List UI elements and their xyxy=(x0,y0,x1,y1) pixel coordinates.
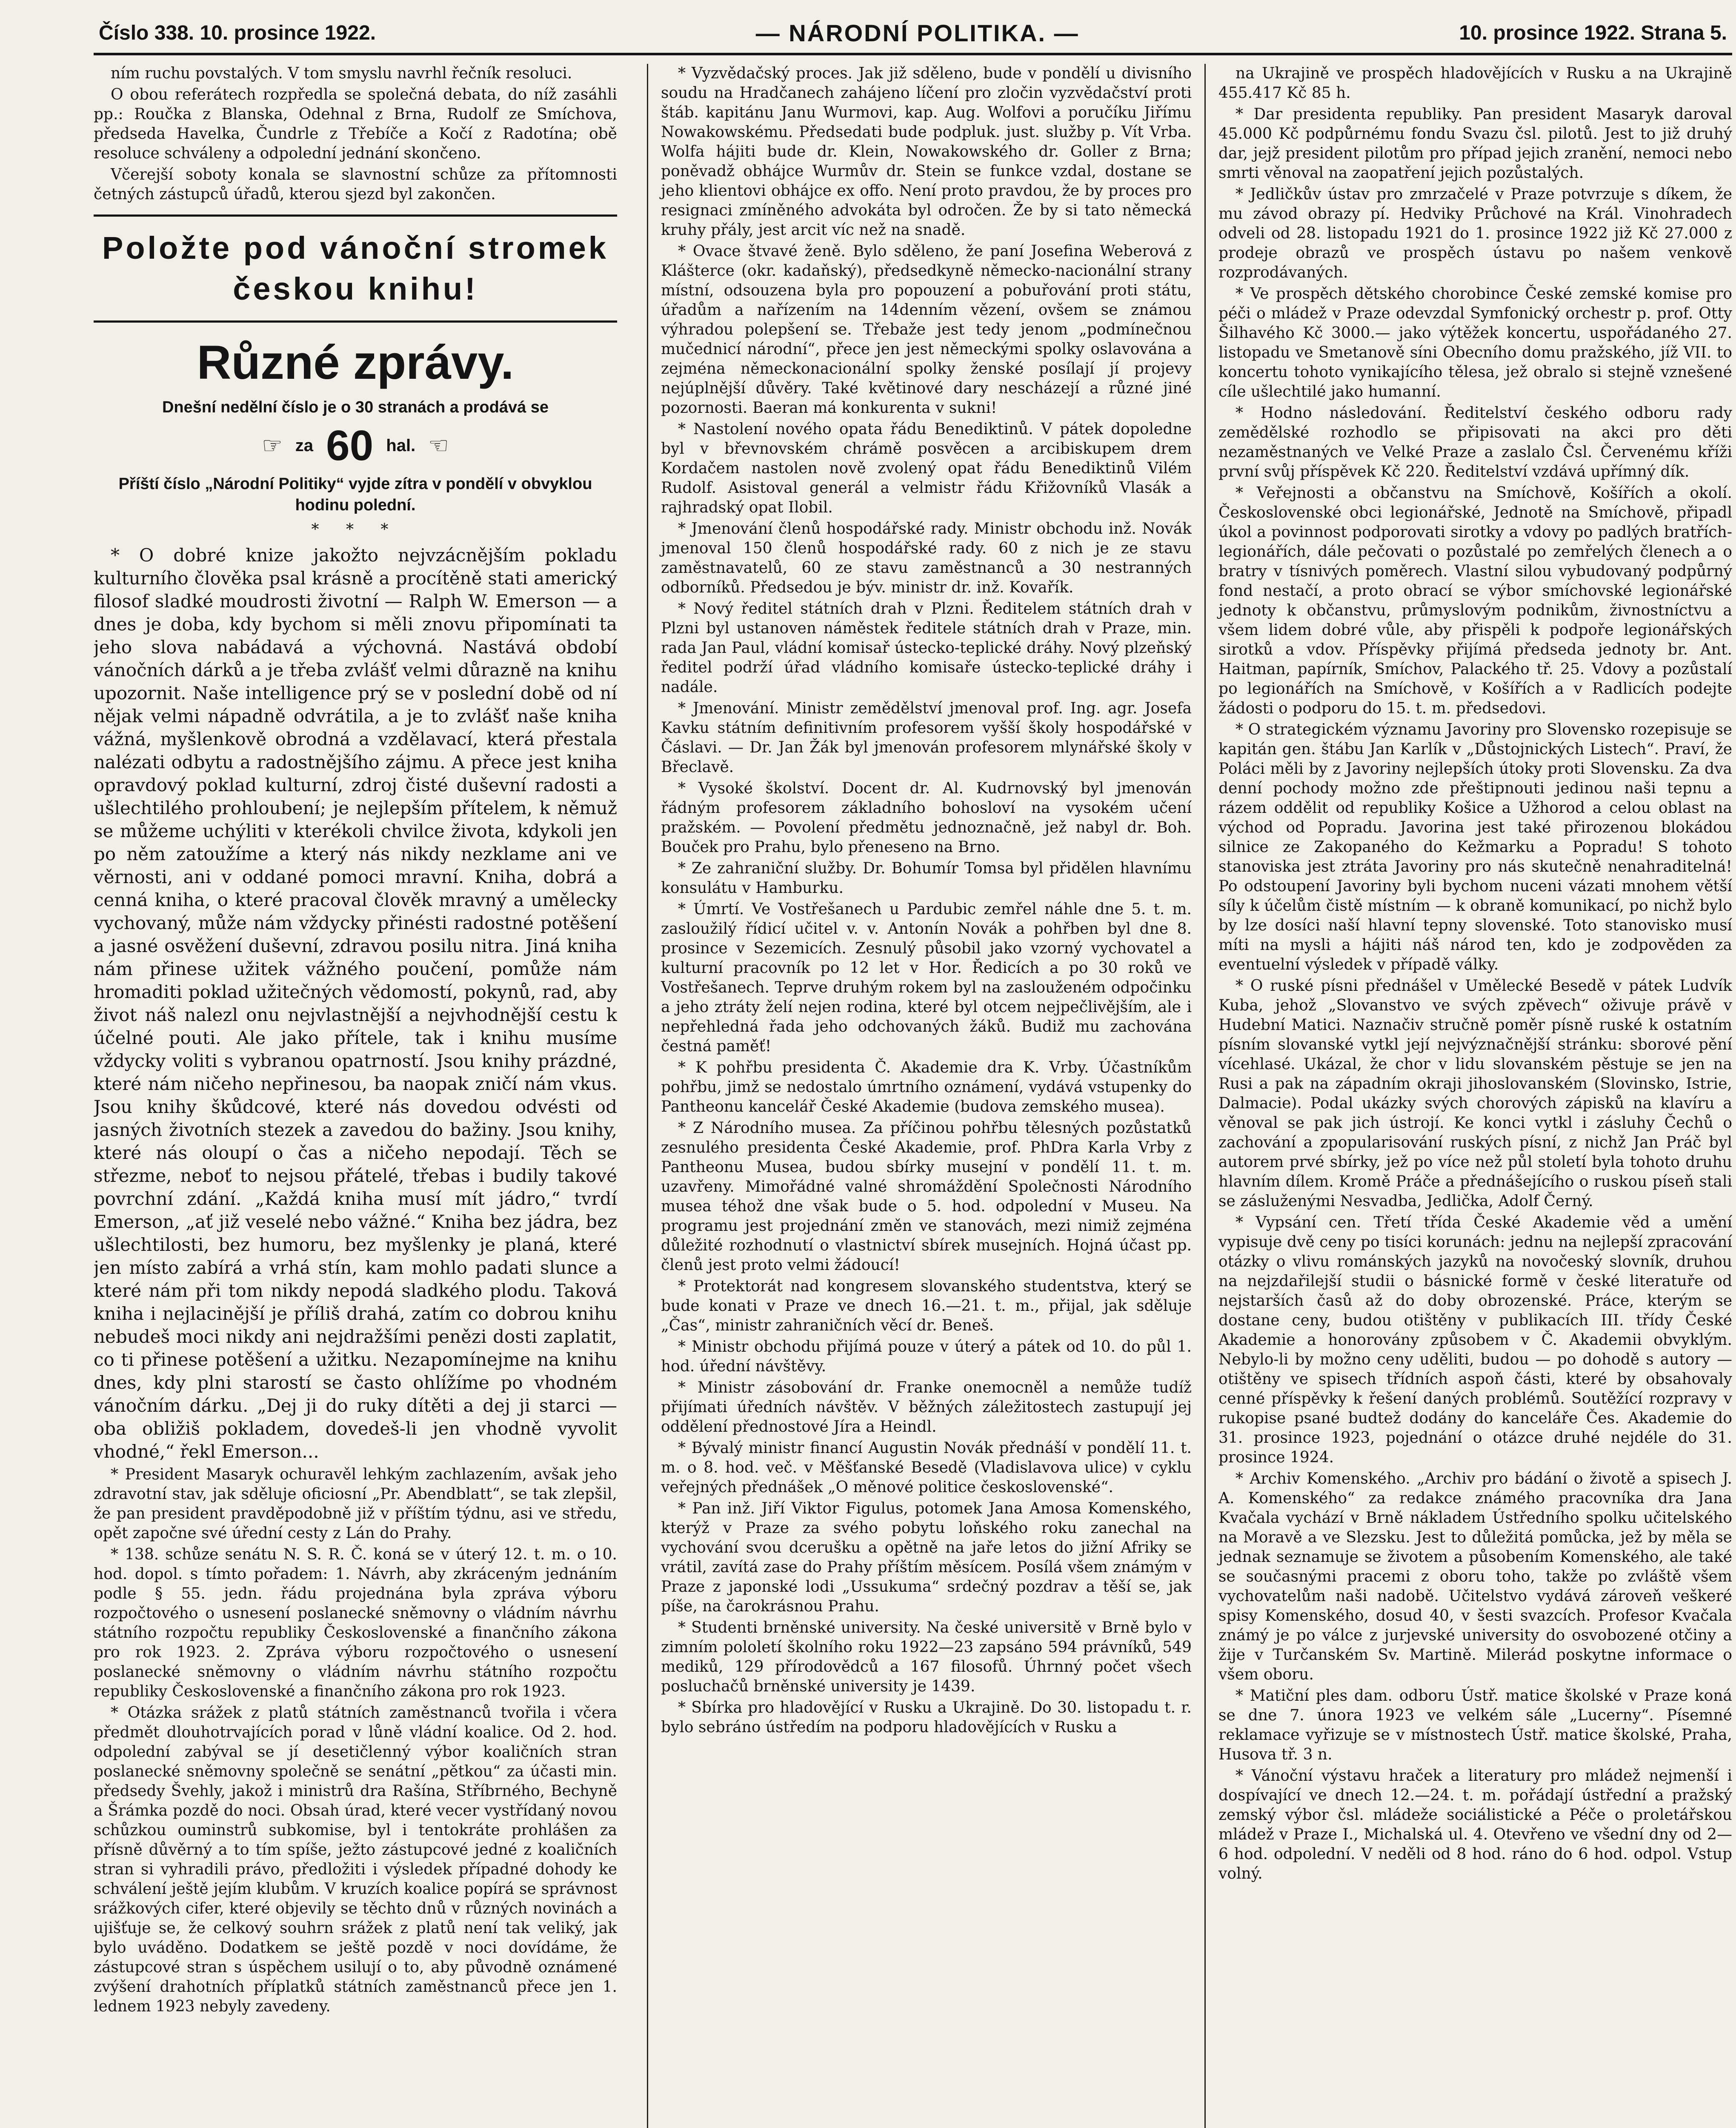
price-number: 60 xyxy=(326,422,374,469)
article: * O strategickém významu Javoriny pro Slovensko rozepisuje se kapitán gen. štábu Jan Karlík v „Důstojnických Listech“. Praví, že Poláci měli by z Javoriny nejlepších útoky proti Slovensku. Za dva denní pochody možno zde přeštipnouti jedinou naši tepnu a rázem oddělit od republiky Košice a Užhorod a celou oblast na východ od Popradu. Javorina jest také přirozenou blokádou silnice ze Zakopaného do Kežmarku a Popradu! S tohoto stanoviska jest ztráta Javoriny pro nás skutečně nenahraditelná! Po odstoupení Javoriny byli bychom nuceni vázati mnohem větší síly k účelům čistě místním — k obraně komunikací, po nichž bylo by lze dosíci naší hlavní tepny slovenské. Toto stanovisko musí míti na mysli a hájiti náš národ ten, kdo je zodpověden za eventuelní výsledek v případě války. xyxy=(1218,721,1732,973)
masthead xyxy=(94,13,1732,55)
article: * Matiční ples dam. odboru Ústř. matice školské v Praze koná se dne 7. února 1923 ve velkém sále „Lucerny“. Písemné reklamace vyřizuje se v místnostech Ústř. matice školské, Praha, Husova tř. 3 n. xyxy=(1218,1687,1732,1763)
article: * Ve prospěch dětského chorobince České zemské komise pro péči o mládež v Praze odevzdal Symfonický orchestr p. prof. Otty Šilhavého Kč 3000.— jako výtěžek koncertu, uspořádaného 27. listopadu ve Smetanově síni Obecního domu pražského, jíž VII. to koncertu tohoto vynikajícího tělesa, jež obralo si stejně vznešené cíle ušlechtilé jako humanní. xyxy=(1218,285,1732,400)
date-page: 10. prosince 1922. Strana 5. xyxy=(1459,21,1727,44)
article: * O ruské písni přednášel v Umělecké Besedě v pátek Ludvík Kuba, jehož „Slovanstvo ve svých zpěvech“ oživuje právě v Hudební Matici. Naznačiv stručně poměr písně ruské k ostatním písním slovanské vytkl její nejvýznačnější stránku: sborové pění vícehlasé. Ukázal, že chor v lidu slovanském pěstuje se jen na Rusi a pak na západním okraji jihoslovanském (Slovinsko, Istrie, Dalmacie). Podal ukázky svých chorových zápisků na klavíru a věnoval se pak jich ústrojí. Ke konci vytkl i zásluhy Čechů o zachování a zpopularisování ruských písní, z nichž Jan Práč byl autorem prvé sbírky, jež po více než půl století byla tohoto druhu hlavním dílem. Kromě Práče a přednášejícího o ruskou píseň stali se zásluženými Nesvadba, Jedlička, Adolf Černý. xyxy=(1218,977,1732,1210)
newspaper-title: — NÁRODNÍ POLITIKA. — xyxy=(755,19,1079,46)
article: * Vyzvědačský proces. Jak již sděleno, bude v pondělí u divisního soudu na Hradčanech zahájeno líčení pro zločin vyzvědačství proti štáb. kapitánu Janu Wurmovi, kap. Aug. Wolfovi a poručíku Jiřímu Nowakowskému. Předsedati bude podpluk. just. služby p. Vít Vrba. Wolfa hájiti bude dr. Klein, Nowakowského dr. Goller z Brna; poněvadž obhájce Wurmův dr. Stein se funkce vzdal, dostane se jeho klientovi obhájce ex offo. Není proto pravdou, že by proces pro resignaci zmíněného advokáta byl odročen. Že by si tato německá kruhy přály, jest arcit víc než na snadě. xyxy=(661,65,1192,239)
article: * Studenti brněnské university. Na české universitě v Brně bylo v zimním pololetí školního roku 1922—23 zapsáno 594 právníků, 549 mediků, 129 přírodovědců a 167 filosofů. Úhrnný počet všech posluchačů brněnské university je 1439. xyxy=(661,1619,1192,1695)
article: * Jmenování. Ministr zemědělství jmenoval prof. Ing. agr. Josefa Kavku státním definitivním profesorem vyšší školy hospodářské v Čáslavi. — Dr. Jan Žák byl jmenován profesorem mlynářské školy v Břeclavě. xyxy=(661,700,1192,776)
section-title: Různé zprávy. xyxy=(197,336,514,389)
article: * Otázka srážek z platů státních zaměstnanců tvořila i včera předmět dlouhotrvajících porad v lůně vládní koalice. Od 2. hod. odpolední zabýval se jí desetičlenný výbor koaličních stran poslanecké sněmovny společně se senátní „pětkou“ za účasti min. předsedy Švehly, jakož i ministrů dra Rašína, Stříbrného, Bechyně a Šrámka pozdě do noci. Obsah úrad, které vecer vystřídaný novou schůzkou ouminstrů subkomise, byl i tentokráte prohlášen za přísně důvěrný a to tím spíše, ježto zástupcové jedné z koaličních stran si vyhradili právo, předložiti i výsledek případné dohody ke schválení ještě jejím klubům. V kruzích koalice popírá se správnost srážkových cifer, které objevily se těchto dnů v různých novinách a ujišťuje se, že celkový souhrn srážek z platů není tak veliký, jak bylo uváděno. Dodatkem se ještě pozdě v noci dovídáme, že zástupcové stran s úspěchem usilují o to, aby původně oznámené zvýšení drahotních příplatků státních zaměstnanců přece jen 1. lednem 1923 nebyly zavedeny. xyxy=(94,1704,617,2015)
article: * Ministr zásobování dr. Franke onemocněl a nemůže tudíž přijímati úředních návštěv. V běžných záležitostech zastupují jej oddělení přednostové Jíra a Heindl. xyxy=(661,1379,1192,1436)
article: * Veřejnosti a občanstvu na Smíchově, Košířích a okolí. Československé obci legionářské, Jednotě na Smíchově, připadl úkol a povinnost podporovati sirotky a vdovy po padlých bratřích-legionářích, dále pečovati o pozůstalé po zemřelých členech a o bratry v tísnivých poměrech. Vlastní silou vybudovaný podpůrný fond nestačí, a proto obrací se výbor smíchovské legionářské jednoty k občanstvu, průmyslovým podnikům, živnostníctvu a všem lidem dobré vůle, aby přispěli k podpoře legionářských sirotků a vdov. Příspěvky přijímá předseda jednoty br. Ant. Haitman, papírník, Smíchov, Palackého tř. 25. Vdovy a pozůstalí po legionářích na Smíchově, v Košířích a v Radlicích podejte žádosti o podporu do 15. t. m. předsedovi. xyxy=(1218,484,1732,717)
article: * Sbírka pro hladovějící v Rusku a Ukrajině. Do 30. listopadu t. r. bylo sebráno ústředím na podporu hladovějících v Rusku a xyxy=(661,1699,1192,1736)
price-row xyxy=(94,422,617,469)
pointing-hand-right-icon: ☞ xyxy=(262,433,283,458)
column-1 xyxy=(94,64,617,2128)
article: * Ovace štvavé ženě. Bylo sděleno, že paní Josefina Weberová z Klášterce (okr. kadaňský), předsedkyně německo-nacionální strany místní, odsouzena byla pro popouzení a pobuřování proti státu, úřadům a nařízením na 14denním vězení, ovšem se známou výhradou polepšení se. Třebaže jest tedy jenom „podmínečnou mučednicí národní“, přece jen jest německými spolky oslavována a zejména německonacionální spolky ženské posílají jí projevy nejúplnější důvěry. Také květinové dary nescházejí a různé jiné pozornosti. Baeran má konkurenta v sukni! xyxy=(661,243,1192,417)
article: * Z Národního musea. Za příčinou pohřbu tělesných pozůstatků zesnulého presidenta České Akademie, prof. PhDra Karla Vrby z Pantheonu Musea, budou sbírky musejní v pondělí 11. t. m. uzavřeny. Mimořádné valné shromáždění Společnosti Národního musea téhož dne však bude o 5. hod. odpolední v Museu. Na programu jest projednání změn ve stanovách, mezi nimiž zejména důležité rozhodnutí o vlastnictví sbírek musejních. Hojná účast pp. členů jest proto velmi žádoucí! xyxy=(661,1119,1192,1274)
price-za: za xyxy=(295,436,314,455)
paragraph: O obou referátech rozpředla se společná debata, do níž zasáhli pp.: Roučka z Blanska, Odehnal z Brna, Rudolf ze Smíchova, předseda Havelka, Čundrle z Třebíče a Kočí z Radotína; obě resoluce schváleny a odpolední jednání skončeno. xyxy=(94,86,617,162)
pointing-hand-left-icon: ☜ xyxy=(428,433,449,458)
article: * 138. schůze senátu N. S. R. Č. koná se v úterý 12. t. m. o 10. hod. dopol. s tímto pořadem: 1. Návrh, aby zkráceným jednáním podle § 55. jedn. řádu projednána byla zpráva výboru rozpočtového o usnesení poslanecké sněmovny o vládním návrhu státního rozpočtu republiky Československé a finančního zákona pro rok 1923. 2. Zpráva výboru rozpočtového o usnesení poslanecké sněmovny o vládním návrhu státního rozpočtu republiky Československé a finančního zákona pro rok 1923. xyxy=(94,1546,617,1700)
article: * Ze zahraniční služby. Dr. Bohumír Tomsa byl přidělen hlavnímu konsulátu v Hamburku. xyxy=(661,860,1192,897)
article: * Úmrtí. Ve Vostřešanech u Pardubic zemřel náhle dne 5. t. m. zasloužilý řídicí učitel v. v. Antonín Novák a pohřben byl dne 8. prosince v Sezemicích. Zesnulý působil jako vzorný vychovatel a kulturní pracovník po 12 let v Hor. Ředicích a po 30 roků ve Vostřešanech. Teprve druhým rokem byl na zaslouženém odpočinku a jeho ztráty želí nejen rodina, které byl otcem nejpečlivějším, ale i nepřehledná řada jeho odchovaných žáků. Budiž mu zachována čestná paměť! xyxy=(661,901,1192,1055)
article: * Nový ředitel státních drah v Plzni. Ředitelem státních drah v Plzni byl ustanoven náměstek ředitele státních drah v Praze, min. rada Jan Paul, vládní komisař ústecko-teplické dráhy. Nový plzeňský ředitel podrží úřad vládního komisaře ústecko-teplické dráhy i nadále. xyxy=(661,600,1192,696)
article: * Archiv Komenského. „Archiv pro bádání o životě a spisech J. A. Komenského“ za redakce známého pracovníka dra Jana Kvačala vychází v Brně nákladem Ústředního spolku učitelského na Moravě a ve Slezsku. Jest to důležitá pomůcka, jež by měla se jednak seznamuje se životem a působením Komenského, ale také se současnými pracemi z oboru toho, takže po zvláště všem vychovatelům naši nadobě. Učitelstvo vydává zároveň veškeré spisy Komenského, dosud 40, v šesti svazcích. Profesor Kvačala známý je po válce z jurjevské university do osvobozené otčiny a žije v Turčanském Sv. Martině. Milerád poskytne informace o všem oboru. xyxy=(1218,1470,1732,1683)
price-unit: hal. xyxy=(386,436,416,455)
article: * Protektorát nad kongresem slovanského studentstva, který se bude konati v Praze ve dnech 16.—21. t. m., přijal, jak sděluje „Čas“, ministr zahraničních věcí dr. Beneš. xyxy=(661,1278,1192,1334)
article: na Ukrajině ve prospěch hladovějících v Rusku a na Ukrajině 455.417 Kč 85 h. xyxy=(1218,65,1732,102)
article: * Dar presidenta republiky. Pan president Masaryk daroval 45.000 Kč podpůrnému fondu Svazu čsl. pilotů. Jest to již druhý dar, jejž president pilotům pro případ jejich zranění, nemoci nebo smrti věnoval na zaopatření jejich pozůstalých. xyxy=(1218,106,1732,182)
article: * Hodno následování. Ředitelství českého odboru rady zemědělské rozhodlo se připisovati na akci pro děti nezaměstnaných ve Velké Praze a zaslalo Čsl. Červenému kříži první svůj příspěvek Kč 220. Ředitelství vzdává upřímný dík. xyxy=(1218,404,1732,481)
column-3 xyxy=(1204,64,1732,2128)
notice-pages: Dnešní nedělní číslo je o 30 stranách a prodává se xyxy=(162,398,549,416)
article: * K pohřbu presidenta Č. Akademie dra K. Vrby. Účastníkům pohřbu, jimž se nedostalo úmrtního oznámení, vydává vstupenky do Pantheonu kancelář České Akademie (budova zemského musea). xyxy=(661,1059,1192,1115)
article: * Vysoké školství. Docent dr. Al. Kudrnovský byl jmenován řádným profesorem základního bohosloví na vysokém učení pražském. — Povolení předmětu jednoznačně, jež nabyl dr. Boh. Bouček pro Prahu, bylo přeneseno na Brno. xyxy=(661,780,1192,856)
article: * Jmenování členů hospodářské rady. Ministr obchodu inž. Novák jmenoval 150 členů hospodářské rady. 60 z nich je ze stavu zaměstnavatelů, 60 ze stavu zaměstnanců a 30 nestranných odborníků. Předsedou je býv. ministr dr. inž. Kovařík. xyxy=(661,520,1192,596)
article: * Nastolení nového opata řádu Benediktinů. V pátek dopoledne byl v břevnovském chrámě posvěcen a arcibiskupem drem Kordačem nastolen nově zvolený opat řádu Benediktinů Vilém Rudolf. Asistoval generál a velmistr řádu Křižovníků Vlasák a rajhradský opat Ilobil. xyxy=(661,420,1192,516)
separator-stars: * * * xyxy=(311,521,400,538)
paragraph: Včerejší soboty konala se slavnostní schůze za přítomnosti četných zástupců úřadů, kterou sjezd byl zakončen. xyxy=(94,166,617,203)
issue-number: Číslo 338. 10. prosince 1922. xyxy=(99,21,376,44)
article: * Ministr obchodu přijímá pouze v úterý a pátek od 10. do půl 1. hod. úřední návštěvy. xyxy=(661,1338,1192,1375)
article: * Pan inž. Jiří Viktor Figulus, potomek Jana Amosa Komenského, kterýž v Praze za svého pobytu loňského roku zanechal na vychování svou dcerušku a opětně na jaře letos do jižní Afriky se vrátil, zavítá zase do Prahy příštím měsícem. Posílá všem známým v Praze z japonské lodi „Ussukuma“ srdečný pozdrav a těší se, jak píše, na čarokrásnou Prahu. xyxy=(661,1500,1192,1615)
article: * O dobré knize jakožto nejvzácnějším pokladu kulturního člověka psal krásně a procítěně stati americký filosof sladké moudrosti životní — Ralph W. Emerson — a dnes je doba, kdy bychom si měli znovu připomínati ta jeho slova nabádavá a výchovná. Nastává období vánočních dárků a je třeba zvlášť velmi důrazně na knihu upozornit. Naše intelligence prý se v poslední době od ní nějak velmi nápadně odvrátila, a je to zvlášť naše kniha vážná, myšlenkově obrodná a vzdělavací, která přestala nalézati odbytu a radostnějšího zájmu. A přece jest kniha opravdový poklad kulturní, zdroj čisté duševní radosti a ušlechtilého prohloubení; je nejlepším přítelem, k němuž se můžeme uchýliti v kterékoli chvilce života, kdykoli jen po něm zatoužíme a který nás nikdy nezklame ani ve věrnosti, ani v oddané pomoci mravní. Kniha, dobrá a cenná kniha, o které pracoval člověk mravný a umělecky vychovaný, může nám vždycky přinésti radostné potěšení a jasné osvěžení duševní, zdravou posilu nitra. Jiná kniha nám přinese užitek vážného poučení, pomůže nám hromaditi poklad užitečných vědomostí, pokynů, rad, aby život náš nalezl onu nejvlastnější a nejvhodnější cestu k účelné pouti. Ale jako přítele, tak i knihu musíme vždycky voliti s vybranou opatrností. Jsou knihy prázdné, které nám ničeho nepřinesou, ba naopak zničí nám vkus. Jsou knihy škůdcové, které nás dovedou odvésti od jasných životních stezek a zavedou do bažiny. Jsou knihy, které nás oloupí o čas a ničeho nepodají. Těch se střezme, neboť to nejsou přátelé, třebas i budily takové povrchní zdání. „Každá kniha musí mít jádro,“ tvrdí Emerson, „ať již veselé nebo vážné.“ Kniha bez jádra, bez ušlechtilosti, bez humoru, bez myšlenky je planá, které jen místo zabírá a vrhá stín, kam mohlo padati slunce a které nám při tom nikdy nepodá sladkého plodu. Taková kniha i nejlacinější je příliš drahá, zatím co dobrou knihu nebudeš moci nikdy ani nejdražšími penězi dosti zaplatit, co ti přinese potěšení a užitku. Nezapomínejme na knihu dnes, kdy plni starostí se často ohlížíme po vhodném vánočním dárku. „Dej ji do ruky dítěti a dej ji starci — oba obližiš pokladem, dovedeš-li jen vhodně vyvolit vhodné,“ řekl Emerson... xyxy=(94,545,617,1462)
article: * Vypsání cen. Třetí třída České Akademie věd a umění vypisuje dvě ceny po tisíci korunách: jednu na nejlepší zpracování otázky o vlivu románských jazyků na novočeský slovník, druhou na nejzdařilejší studii o básnické formě v české literatuře od nejstarších časů až do doby obrozenské. Práce, kterým se dostane ceny, budou otištěny v publikacích III. třídy České Akademie a honorovány způsobem v Č. Akademii obvyklým. Nebylo-li by možno ceny uděliti, budou — po dohodě s autory — otištěny ve spisech třídních aspoň části, které by obsahovaly cenné příspěvky k řešení daných problémů. Soutěžící rozpravy v rukopise psané budtež dodány do kanceláře Čes. Akademie do 31. prosince 1923, pojednání o otázce druhé nejdéle do 31. prosince 1924. xyxy=(1218,1214,1732,1466)
article: * President Masaryk ochuravěl lehkým zachlazením, avšak jeho zdravotní stav, jak sděluje oficiosní „Pr. Abendblatt“, se tak zlepšil, že pan president pravděpodobně již v příštím týdnu, asi ve středu, opět započne své úřední cesty z Lán do Prahy. xyxy=(94,1466,617,1542)
promo-box: Položte pod vánoční stromek českou knihu! xyxy=(94,215,617,323)
column-2 xyxy=(647,64,1192,2128)
notice-next-issue: Příští číslo „Národní Politiky“ vyjde zítra v pondělí v obvyklou hodinu polední. xyxy=(118,475,592,514)
article: * Bývalý ministr financí Augustin Novák přednáší v pondělí 11. t. m. o 8. hod. več. v Měšťanské Besedě (Vladislavova ulice) v cyklu veřejných přednášek „O měnové politice československé“. xyxy=(661,1439,1192,1496)
newspaper-page xyxy=(94,13,1732,2128)
article: * Jedličkův ústav pro zmrzačelé v Praze potvrzuje s díkem, že mu závod obrazy pí. Hedviky Průchové na Král. Vinohradech odveli od 28. listopadu 1921 do 1. prosince 1922 již Kč 27.000 z prodeje obrazů ve prospěch ústavu po našem venkově rozprodávaných. xyxy=(1218,186,1732,281)
article: * Vánoční výstavu hraček a literatury pro mládež nejmenší i dospívající ve dnech 12.—24. t. m. pořádají ústřední a pražský zemský výbor čsl. mládeže sociálistické a Péče o proletářskou mládež v Praze I., Michalská ul. 4. Otevřeno ve všední dny od 2—6 hod. odpolední. V neděli od 8 hod. ráno do 6 hod. odpol. Vstup volný. xyxy=(1218,1767,1732,1882)
paragraph: ním ruchu povstalých. V tom smyslu navrhl řečník resoluci. xyxy=(111,65,572,82)
